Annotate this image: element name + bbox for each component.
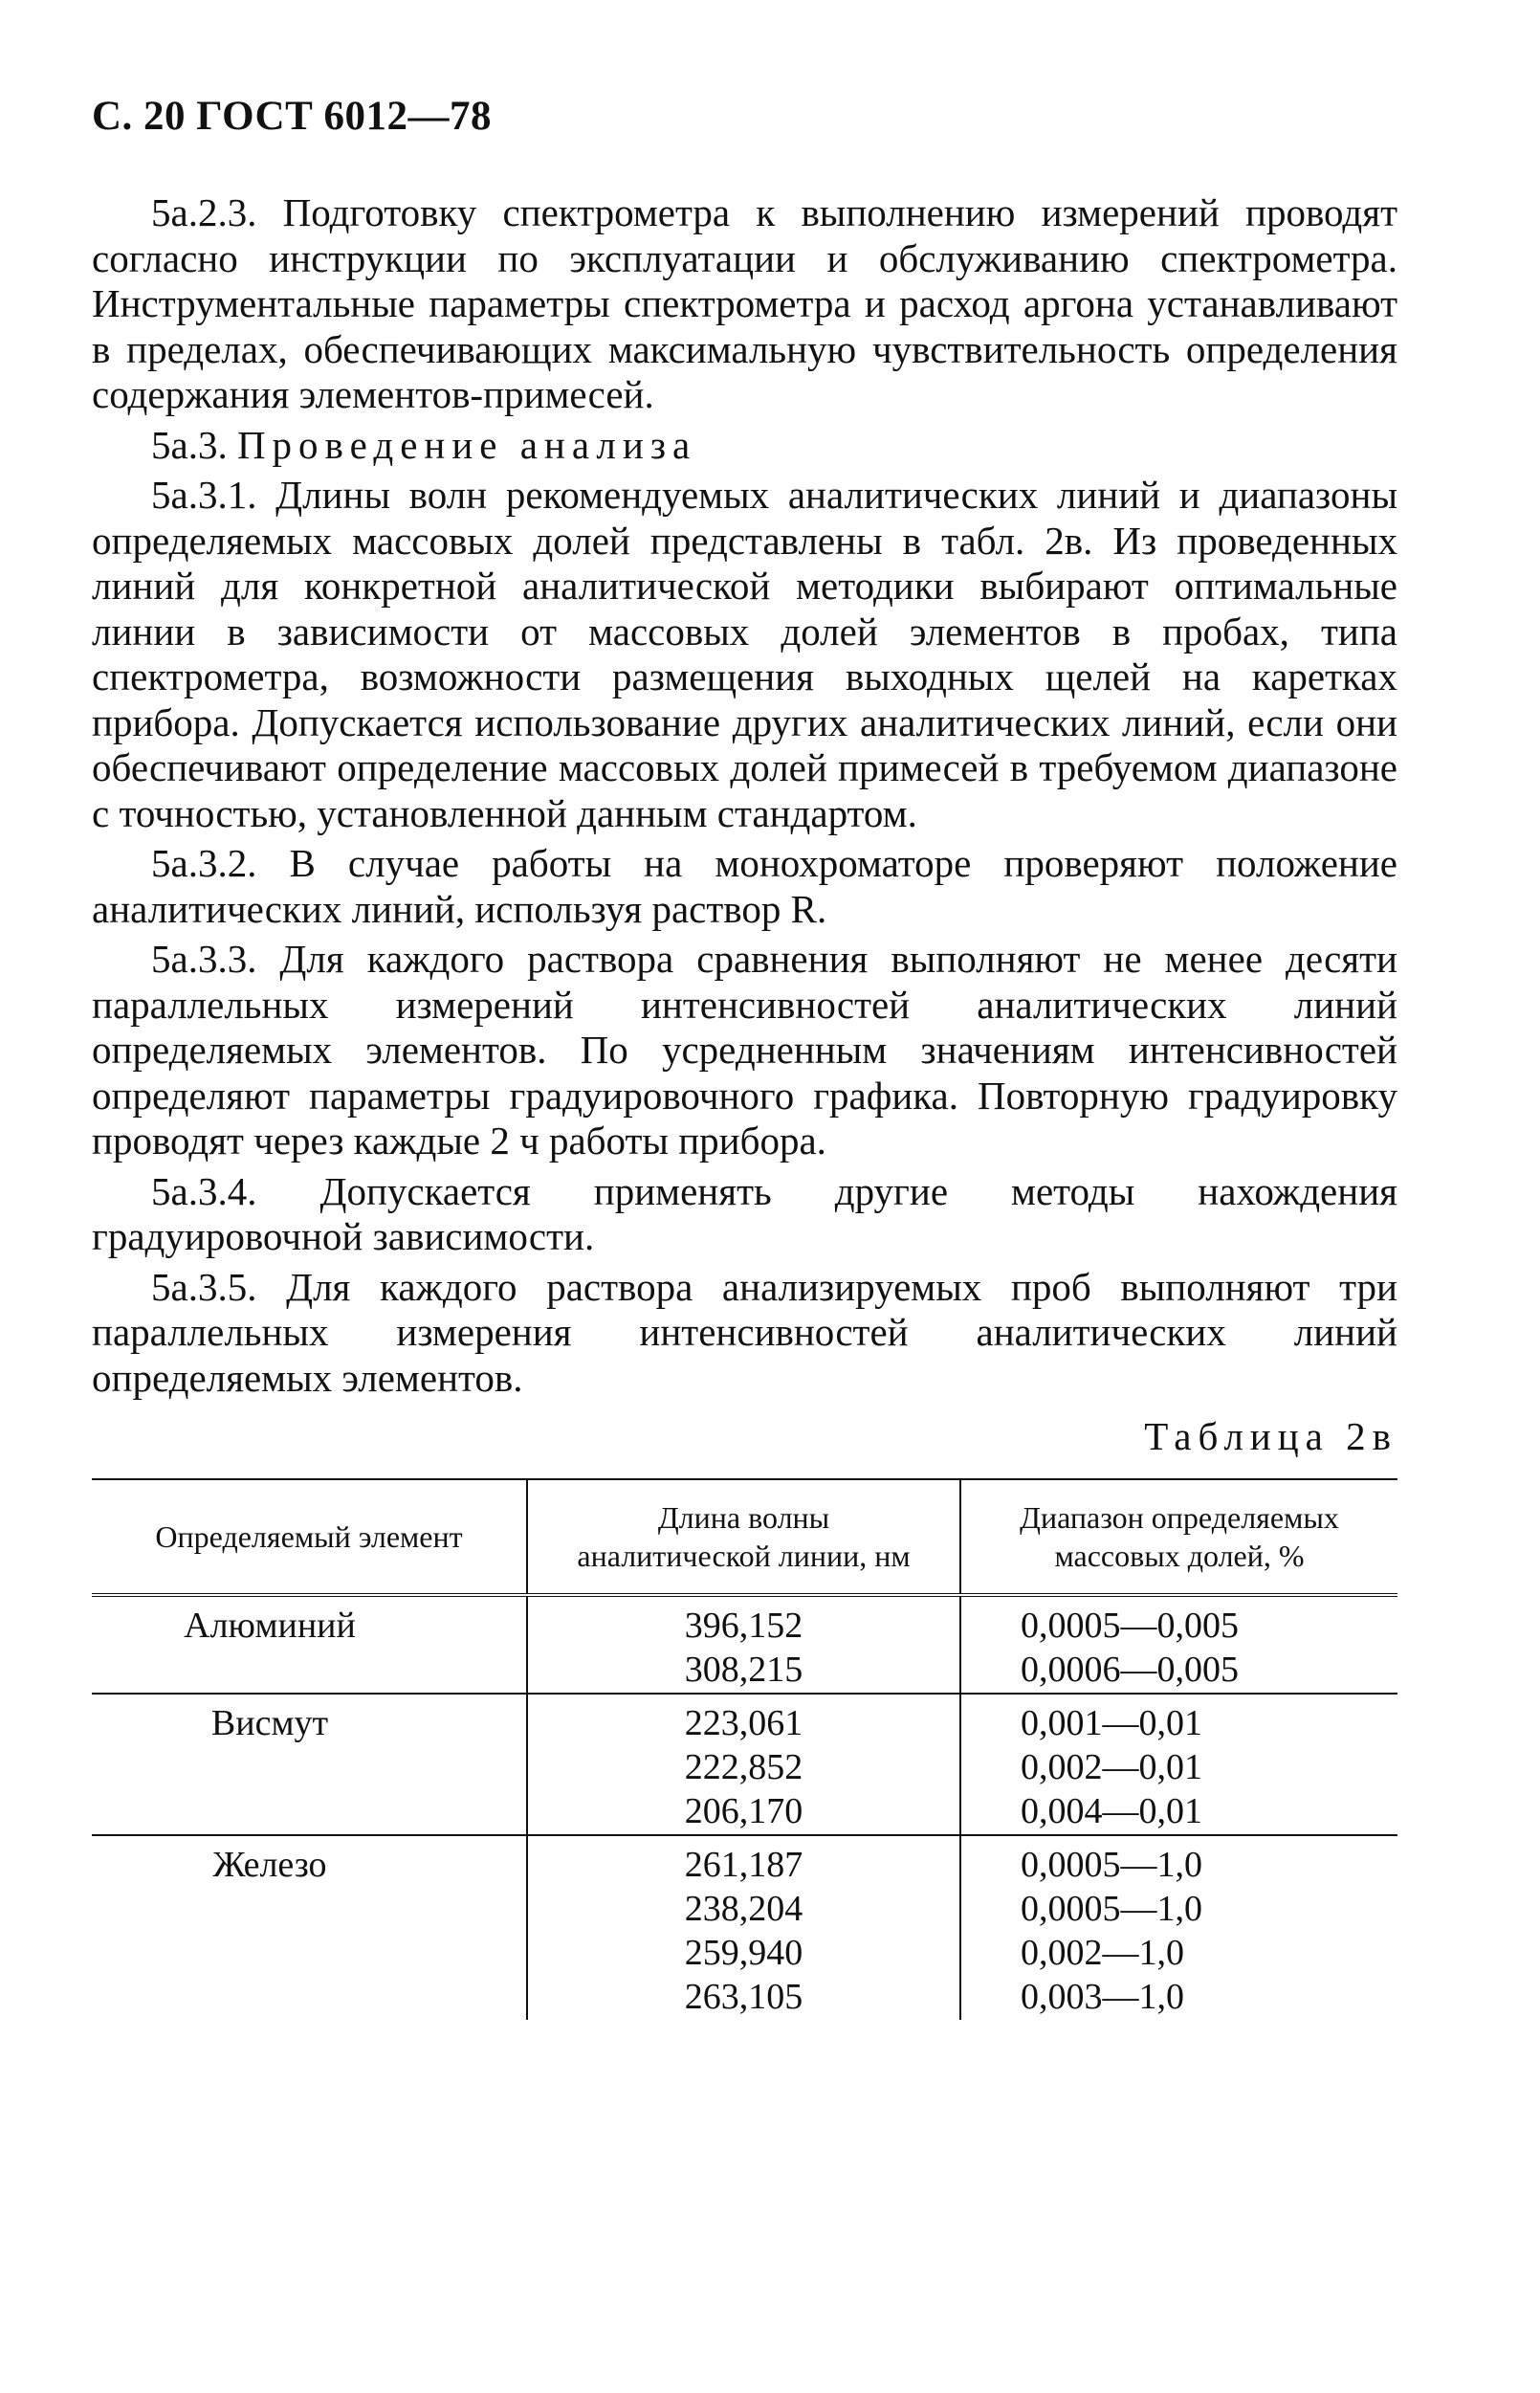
element-cell: Алюминий bbox=[184, 1606, 356, 1646]
table-row bbox=[92, 1746, 1397, 1790]
wavelength-table bbox=[92, 1478, 1397, 2020]
wavelength-cell: 263,105 bbox=[527, 1976, 960, 2020]
wavelength-cell: 259,940 bbox=[527, 1932, 960, 1976]
wavelength-cell: 308,215 bbox=[527, 1649, 960, 1694]
range-cell: 0,0005—1,0 bbox=[960, 1835, 1397, 1888]
wavelength-cell: 222,852 bbox=[527, 1746, 960, 1790]
section-title: Проведение анализа bbox=[236, 422, 697, 467]
range-cell: 0,004—0,01 bbox=[960, 1790, 1397, 1835]
section-heading-5a-3 bbox=[92, 423, 1397, 469]
element-cell-empty bbox=[92, 1790, 527, 1835]
paragraph-5a-3-3: 5а.3.3. Для каждого раствора сравнения выполняют не менее десяти параллельных измерений интенсивностей аналитических линий определяемых элементов. По усредненным значениям интенсивностей определяют параметры градуировочного графика. Повторную градуировку проводят через каждые 2 ч работы прибора. bbox=[92, 937, 1397, 1163]
wavelength-cell: 261,187 bbox=[527, 1835, 960, 1888]
element-cell-empty bbox=[92, 1976, 527, 2020]
page-header: С. 20 ГОСТ 6012—78 bbox=[92, 94, 493, 139]
range-cell: 0,0005—0,005 bbox=[960, 1595, 1397, 1649]
column-header-element: Определяемый элемент bbox=[92, 1479, 527, 1595]
table-header-row bbox=[92, 1479, 1397, 1595]
table-title: Таблица 2в bbox=[1144, 1414, 1397, 1458]
column-header-wavelength: Длина волны аналитической линии, нм bbox=[527, 1479, 960, 1595]
table-row bbox=[92, 1932, 1397, 1976]
table-row bbox=[92, 1595, 1397, 1649]
element-cell-empty bbox=[92, 1888, 527, 1932]
table-row bbox=[92, 1694, 1397, 1746]
element-cell: Железо bbox=[212, 1845, 327, 1885]
element-cell-empty bbox=[92, 1649, 527, 1694]
range-cell: 0,001—0,01 bbox=[960, 1694, 1397, 1746]
range-cell: 0,002—1,0 bbox=[960, 1932, 1397, 1976]
wavelength-cell: 206,170 bbox=[527, 1790, 960, 1835]
table-row bbox=[92, 1790, 1397, 1835]
wavelength-cell: 238,204 bbox=[527, 1888, 960, 1932]
table-row bbox=[92, 1976, 1397, 2020]
table-row bbox=[92, 1835, 1397, 1888]
paragraph-5a-3-1: 5а.3.1. Длины волн рекомендуемых аналитических линий и диапазоны определяемых массовых долей представлены в табл. 2в. Из проведенных линий для конкретной аналитической методики выбирают оптимальные линии в зависимости от массовых долей элементов в пробах, типа спектрометра, возможности размещения выходных щелей на каретках прибора. Допускается использование других аналитических линий, если они обеспечивают определение массовых долей примесей в требуемом диапазоне с точностью, установленной данным стандартом. bbox=[92, 473, 1397, 835]
range-cell: 0,003—1,0 bbox=[960, 1976, 1397, 2020]
range-cell: 0,0006—0,005 bbox=[960, 1649, 1397, 1694]
paragraph-5a-2-3: 5а.2.3. Подготовку спектрометра к выполнению измерений проводят согласно инструкции по эксплуатации и обслуживанию спектрометра. Инструментальные параметры спектрометра и расход аргона устанавливают в пределах, обеспечивающих максимальную чувствительность определения содержания элементов-примесей. bbox=[92, 190, 1397, 416]
element-cell: Висмут bbox=[210, 1703, 329, 1743]
element-cell-empty bbox=[92, 1746, 527, 1790]
wavelength-cell: 396,152 bbox=[527, 1595, 960, 1649]
range-cell: 0,0005—1,0 bbox=[960, 1888, 1397, 1932]
wavelength-cell: 223,061 bbox=[527, 1694, 960, 1746]
column-header-range: Диапазон определяемых массовых долей, % bbox=[960, 1479, 1397, 1595]
paragraph-5a-3-4: 5а.3.4. Допускается применять другие методы нахождения градуировочной зависимости. bbox=[92, 1168, 1397, 1258]
range-cell: 0,002—0,01 bbox=[960, 1746, 1397, 1790]
element-cell-empty bbox=[92, 1932, 527, 1976]
document-page bbox=[92, 96, 1397, 2020]
table-row bbox=[92, 1888, 1397, 1932]
table-row bbox=[92, 1649, 1397, 1694]
section-number: 5а.3. bbox=[151, 422, 228, 467]
paragraph-5a-3-5: 5а.3.5. Для каждого раствора анализируемых проб выполняют три параллельных измерения интенсивностей аналитических линий определяемых элементов. bbox=[92, 1264, 1397, 1400]
paragraph-5a-3-2: 5а.3.2. В случае работы на монохроматоре проверяют положение аналитических линий, используя раствор R. bbox=[92, 841, 1397, 931]
